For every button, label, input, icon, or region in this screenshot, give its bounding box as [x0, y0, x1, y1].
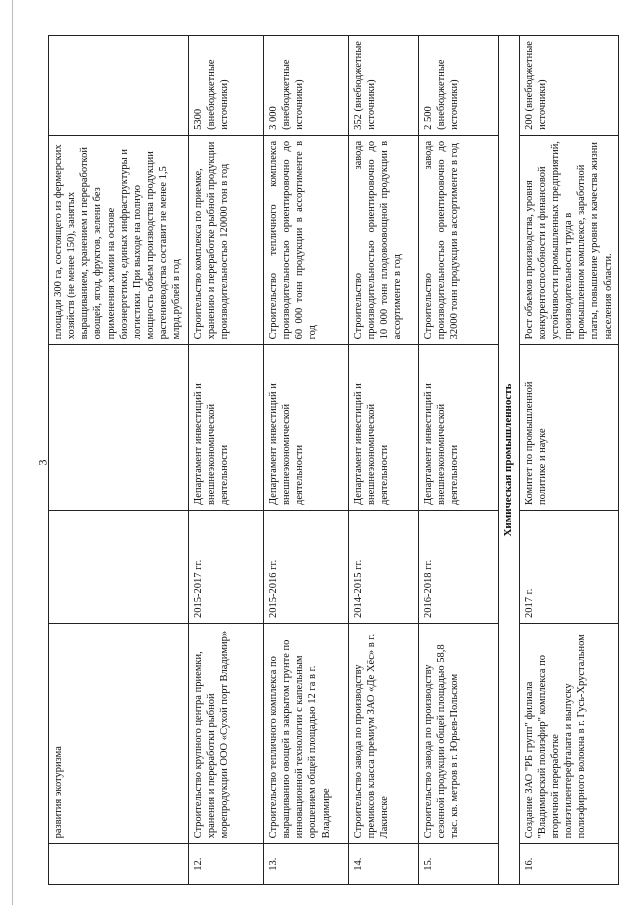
- funding: [49, 36, 189, 136]
- expected-result: Рост объемов производства, уровня конкурентоспособности и финансовой устойчивости промышленных предприятий, производительности труда в промышленном комплексе, заработной платы, повышение уровня и качества жизни населения области.: [519, 135, 618, 345]
- page-number: 3: [35, 459, 50, 466]
- measure-name: Строительство завода по производству премиксов класса премиум ЗАО «Де Хёс» в г. Лакинске: [349, 623, 419, 843]
- expected-result: площади 300 га, состоящего из фермерских хозяйств (не менее 150), занятых выращиванием, хранением и переработкой овощей, ягод, фруктов, зелени без применения химии на основе биоэнергетики, единых инфраструктуры и логистики. При выходе на полную мощность объем производства продукции растениеводства составит не менее 1,5 млрд.рублей в год: [49, 135, 189, 345]
- period: 2017 г.: [519, 510, 618, 623]
- funding: 2 500 (внебюджетные источники): [419, 36, 499, 136]
- period: [49, 510, 189, 623]
- period: 2015-2017 гг.: [189, 510, 264, 623]
- funding: 352 (внебюджетные источники): [349, 36, 419, 136]
- executor: Департамент инвестиций и внешнеэкономической деятельности: [189, 345, 264, 511]
- row-number: [49, 844, 189, 885]
- table-row: [349, 36, 419, 885]
- table-row: [49, 36, 189, 885]
- row-number: 15.: [419, 844, 499, 885]
- row-number: 13.: [264, 844, 349, 885]
- measure-name: Строительство тепличного комплекса по выращиванию овощей в закрытом грунте по инновационной технологии с капельным орошением общей площадью 12 га в г. Владимире: [264, 623, 349, 843]
- executor: Департамент инвестиций и внешнеэкономической деятельности: [264, 345, 349, 511]
- program-measures-table: [48, 35, 619, 885]
- measure-name: развития экотуризма: [49, 623, 189, 843]
- row-number: 16.: [519, 844, 618, 885]
- measure-name: Строительство завода по производству сезонной продукции общей площадью 58,8 тыс. кв. метров в г. Юрьев-Польском: [419, 623, 499, 843]
- section-header-row: [499, 36, 520, 885]
- expected-result: Строительство завода производительностью ориентировочно до 32000 тонн продукции в ассортименте в год: [419, 135, 499, 345]
- section-title: Химическая промышленность: [499, 36, 520, 885]
- funding: 200 (внебюджетные источники): [519, 36, 618, 136]
- expected-result: Строительство комплекса по приемке, хранению и переработке рыбной продукции производительностью 120000 тон в год: [189, 135, 264, 345]
- executor: [49, 345, 189, 511]
- executor: Комитет по промышленной политике и науке: [519, 345, 618, 511]
- table-row: [419, 36, 499, 885]
- row-number: 14.: [349, 844, 419, 885]
- expected-result: Строительство тепличного комплекса производительностью ориентировочно до 60 000 тонн продукции в ассортименте в год: [264, 135, 349, 345]
- row-number: 12.: [189, 844, 264, 885]
- table-row: [264, 36, 349, 885]
- funding: 5300 (внебюджетные источники): [189, 36, 264, 136]
- period: 2015-2016 гг.: [264, 510, 349, 623]
- executor: Департамент инвестиций и внешнеэкономической деятельности: [419, 345, 499, 511]
- rotated-table-container: [48, 35, 614, 885]
- table-row: [189, 36, 264, 885]
- funding: 3 000 (внебюджетные источники): [264, 36, 349, 136]
- period: 2016-2018 гг.: [419, 510, 499, 623]
- table-row: [519, 36, 618, 885]
- expected-result: Строительство завода производительностью ориентировочно до 10 000 тонн плодовоовощной продукции в ассортименте в год: [349, 135, 419, 345]
- measure-name: Строительство крупного центра приемки, хранения и переработки рыбной морепродукции ООО «Сухой порт Владимир»: [189, 623, 264, 843]
- period: 2014-2015 гг.: [349, 510, 419, 623]
- executor: Департамент инвестиций и внешнеэкономической деятельности: [349, 345, 419, 511]
- measure-name: Создание ЗАО "РБ групп" филиала "Владимирский полиэфир" комплекса по вторичной переработке полиэтилентерефталата и выпуску полиэфирного волокна в г. Гусь-Хрустальном: [519, 623, 618, 843]
